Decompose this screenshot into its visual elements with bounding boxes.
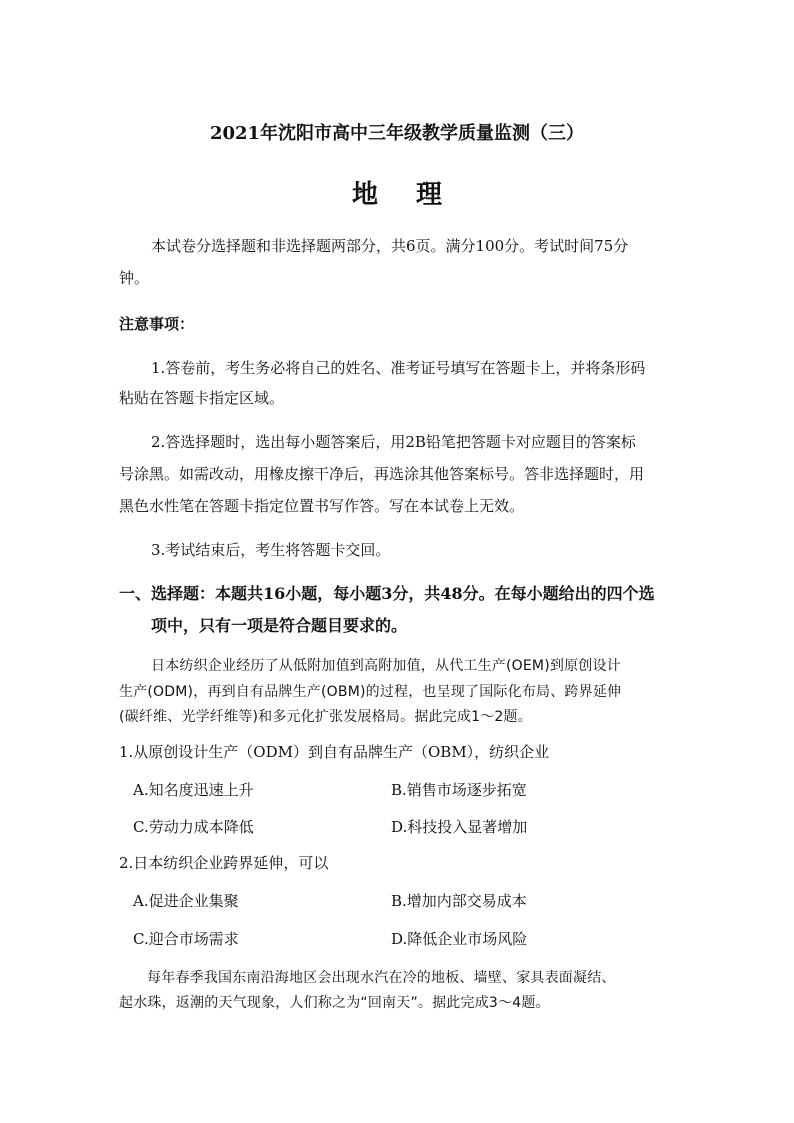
question-2-option-a: A.促进企业集聚	[133, 892, 239, 910]
question-2-option-d: D.降低企业市场风险	[391, 930, 528, 948]
exam-title: 2021年沈阳市高中三年级教学质量监测（三）	[209, 123, 585, 144]
question-2-option-c: C.迎合市场需求	[133, 930, 239, 948]
note-3: 3.考试结束后，考生将答题卡交回。	[151, 541, 391, 559]
note-1-line-1: 1.答卷前，考生务必将自己的姓名、准考证号填写在答题卡上，并将条形码	[151, 359, 646, 377]
question-1-option-d: D.科技投入显著增加	[391, 818, 528, 836]
passage-1-line-3: (碳纤维、光学纤维等)和多元化扩张发展格局。据此完成1～2题。	[119, 709, 532, 725]
intro-line-1: 本试卷分选择题和非选择题两部分，共6页。满分100分。考试时间75分	[151, 237, 629, 255]
question-2-stem: 2.日本纺织企业跨界延伸，可以	[119, 854, 329, 872]
note-2-line-1: 2.答选择题时，选出每小题答案后，用2B铅笔把答题卡对应题目的答案标	[151, 433, 636, 451]
question-1-option-b: B.销售市场逐步拓宽	[391, 781, 527, 799]
question-1-option-c: C.劳动力成本降低	[133, 818, 254, 836]
passage-1-line-1: 日本纺织企业经历了从低附加值到高附加值，从代工生产(OEM)到原创设计	[151, 658, 621, 674]
passage-2-line-1: 每年春季我国东南沿海地区会出现水汽在冷的地板、墙壁、家具表面凝结、	[147, 970, 616, 986]
passage-1-line-2: 生产(ODM)，再到自有品牌生产(OBM)的过程，也呈现了国际化布局、跨界延伸	[119, 684, 622, 700]
section-1-heading-line-2: 项中，只有一项是符合题目要求的。	[151, 616, 408, 635]
intro-line-2: 钟。	[119, 269, 150, 287]
note-2-line-2: 号涂黑。如需改动，用橡皮擦干净后，再选涂其他答案标号。答非选择题时，用	[119, 465, 645, 483]
question-2-option-b: B.增加内部交易成本	[391, 892, 527, 910]
note-2-line-3: 黑色水性笔在答题卡指定位置书写作答。写在本试卷上无效。	[119, 497, 525, 515]
question-1-stem: 1.从原创设计生产（ODM）到自有品牌生产（OBM），纺织企业	[119, 743, 550, 761]
notes-heading: 注意事项：	[119, 315, 195, 333]
subject-title: 地理	[351, 180, 480, 210]
note-1-line-2: 粘贴在答题卡指定区域。	[119, 389, 285, 407]
passage-2-line-2: 起水珠，返潮的天气现象，人们称之为“回南天”。据此完成3～4题。	[119, 995, 550, 1011]
question-1-option-a: A.知名度迅速上升	[133, 781, 254, 799]
section-1-heading-line-1: 一、选择题：本题共16小题，每小题3分，共48分。在每小题给出的四个选	[119, 584, 655, 603]
